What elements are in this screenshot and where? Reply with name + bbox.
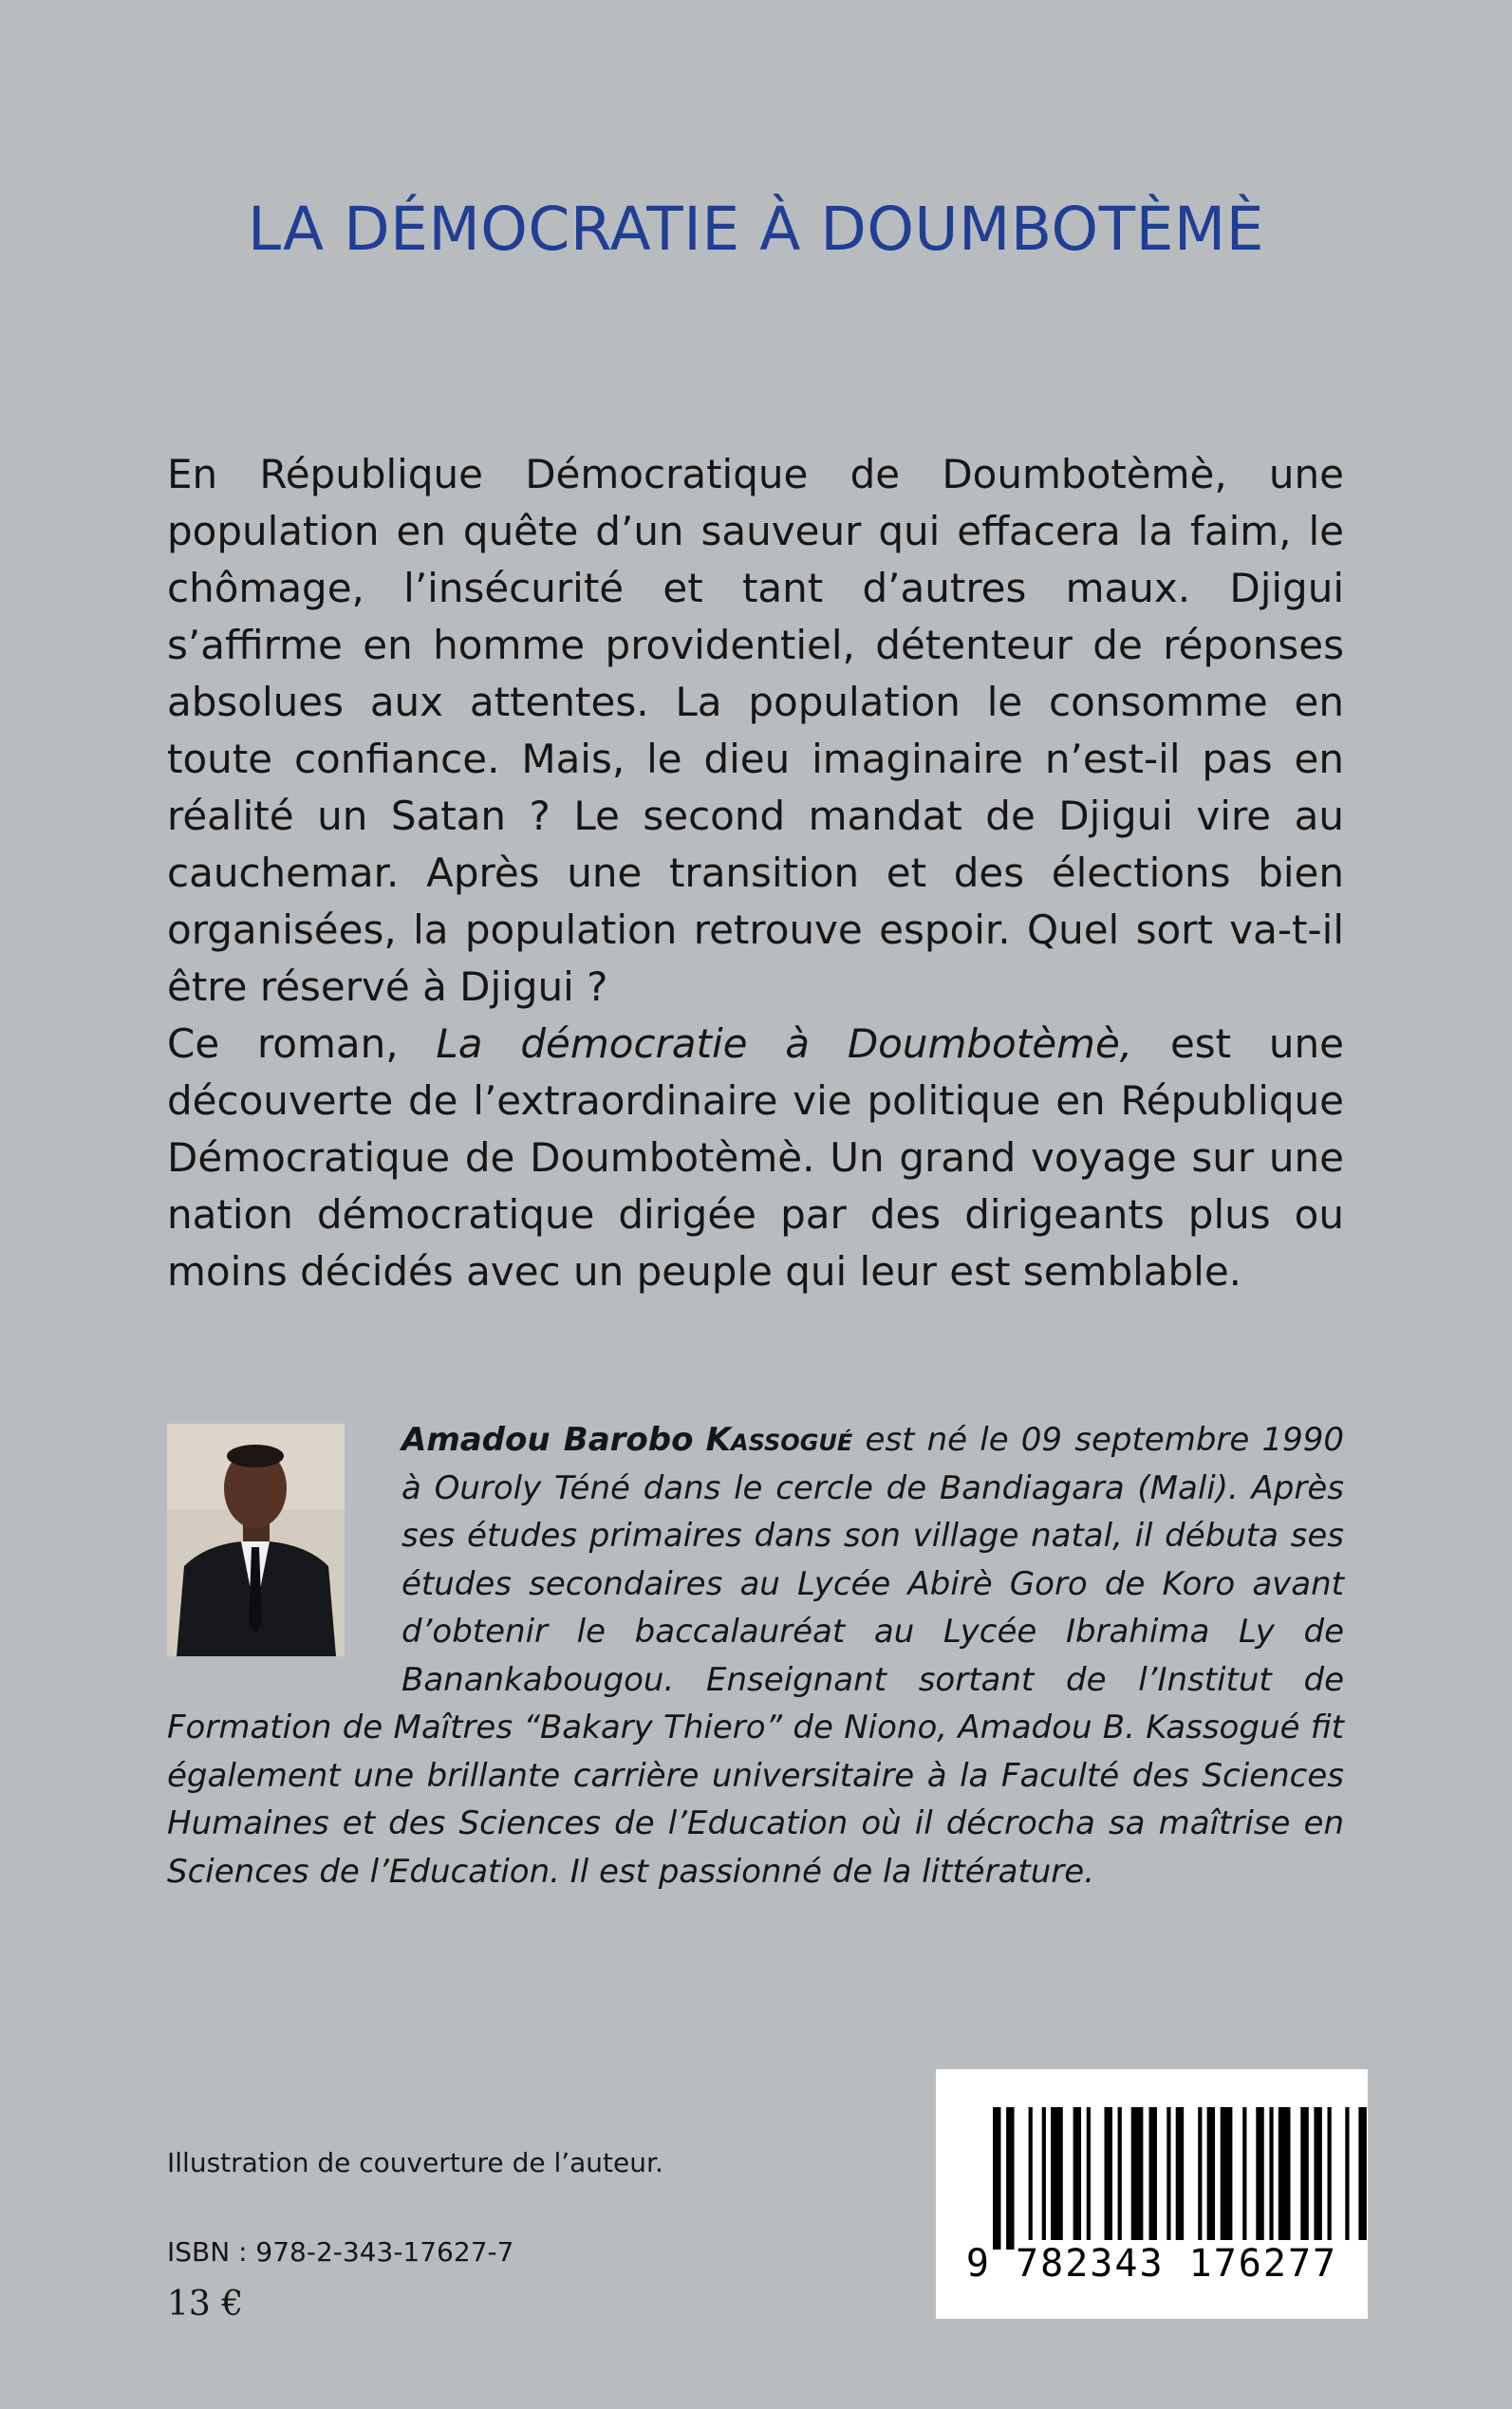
barcode-bar: [1131, 2107, 1144, 2240]
barcode-bar: [1087, 2107, 1091, 2240]
barcode-bar: [1051, 2107, 1063, 2240]
author-bio-text: est né le 09 septembre 1990 à Ouroly Téné dans le cercle de Bandiagara (Mali). Après ses études primaires dans son village natal, il débuta ses études secondaires au Lycée Abirè Goro de Koro avant d’obtenir le baccalauréat au Lycée Ibrahima Ly de Banankabougou. Enseignant sortant de l’Institut de Formation de Maîtres “Bakary Thiero” de Niono, Amadou B. Kassogué fit également une brillante carrière universitaire à la Faculté des Sciences Humaines et des Sciences de l’Education où il décrocha sa maîtrise en Sciences de l’Education. Il est passionné de la littérature.: [167, 1421, 1345, 1891]
barcode-bar: [1221, 2107, 1233, 2240]
barcode-bar: [1149, 2107, 1157, 2240]
barcode-bar: [1006, 2107, 1014, 2250]
back-cover-summary: [167, 446, 1344, 1300]
summary-paragraph-1: En République Démocratique de Doumbotèmè, une population en quête d’un sauveur qui effacera la faim, le chômage, l’insécurité et tant d’autres maux. Djigui s’affirme en homme providentiel, détenteur de réponses absolues aux attentes. La population le consomme en toute confiance. Mais, le dieu imaginaire n’est-il pas en réalité un Satan ? Le second mandat de Djigui vire au cauchemar. Après une transition et des élections bien organisées, la population retrouve espoir. Quel sort va-t-il être réservé à Djigui ?: [167, 451, 1344, 1010]
barcode-bar: [1029, 2107, 1033, 2240]
barcode-bar: [1176, 2107, 1184, 2240]
cover-illustration-credit: Illustration de couverture de l’auteur.: [167, 2147, 663, 2178]
summary-text-before: Ce roman,: [167, 1020, 437, 1067]
book-title: LA DÉMOCRATIE À DOUMBOTÈMÈ: [247, 195, 1265, 264]
barcode-bar: [1300, 2107, 1308, 2240]
summary-book-title-italic: La démocratie à Doumbotèmè,: [436, 1020, 1133, 1067]
barcode-bar: [1358, 2107, 1366, 2240]
barcode-bar: [1105, 2107, 1112, 2240]
author-last-name: Kassogué: [705, 1421, 853, 1459]
barcode-bar: [1269, 2107, 1273, 2240]
barcode-bar: [1314, 2107, 1321, 2240]
barcode-bar: [1042, 2107, 1046, 2240]
barcode-digits: 9 782343 176277: [965, 2242, 1338, 2286]
barcode-bar: [1118, 2107, 1122, 2240]
summary-paragraph-2: [167, 1016, 1344, 1300]
author-first-names: Amadou Barobo: [401, 1421, 694, 1459]
barcode-bar: [1279, 2107, 1291, 2240]
barcode-bar: [1256, 2107, 1263, 2240]
barcode-bar: [1242, 2107, 1246, 2240]
photo-spacer: [167, 1416, 401, 1701]
barcode-bar: [1328, 2107, 1332, 2240]
barcode-bar: [1345, 2107, 1349, 2240]
barcode-bar: [993, 2107, 1000, 2250]
book-price: 13 €: [167, 2285, 244, 2324]
author-biography: [167, 1416, 1344, 1895]
barcode-bar: [1207, 2107, 1215, 2240]
barcode-bar: [1073, 2107, 1081, 2240]
summary-text-after: est une découverte de l’extraordinaire vie politique en République Démocratique de Doumbotèmè. Un grand voyage sur une nation démocratique dirigée par des dirigeants plus ou moins décidés avec un peuple qui leur est semblable.: [167, 1020, 1345, 1295]
isbn-number: ISBN : 978-2-343-17627-7: [167, 2236, 514, 2268]
barcode-bar: [1198, 2107, 1202, 2240]
isbn-barcode: [936, 2069, 1368, 2319]
barcode-bar: [1167, 2107, 1170, 2240]
